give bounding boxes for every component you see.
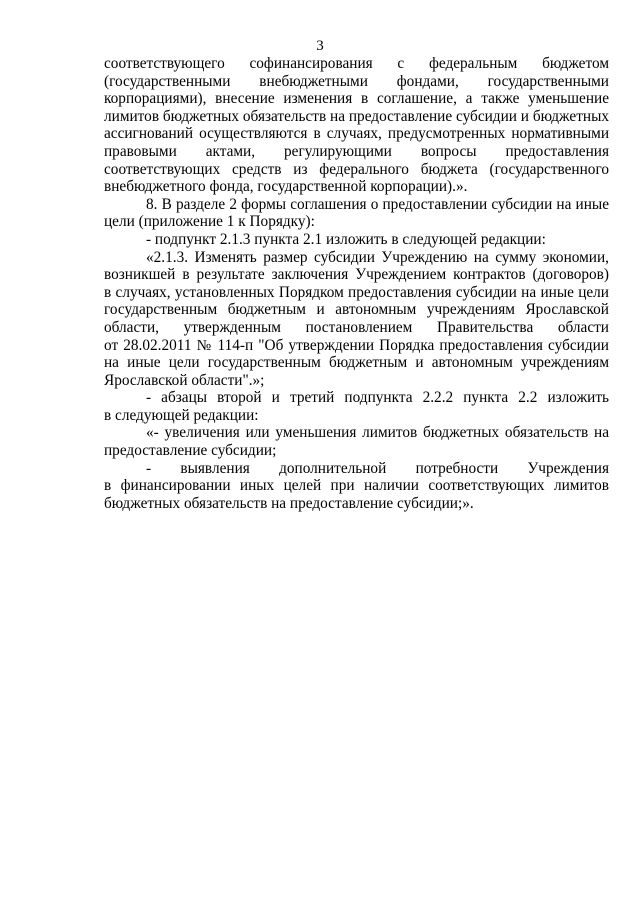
text-line: 8. В разделе 2 формы соглашения о предоставлении субсидии на иные — [146, 195, 609, 213]
text-line: от 28.02.2011 № 114-п "Об утверждении Порядка предоставления субсидии — [104, 336, 609, 354]
text-line: соответствующего софинансирования с федеральным бюджетом — [104, 55, 609, 72]
text-line: правовыми актами, регулирующими вопросы предоставления — [104, 142, 609, 160]
text-line: - выявления дополнительной потребности Учреждения — [146, 459, 609, 477]
text-line: в случаях, установленных Порядком предоставления субсидии на иные цели — [104, 283, 609, 301]
text-line: лимитов бюджетных обязательств на предоставление субсидии и бюджетных — [104, 107, 609, 125]
text-line: Ярославской области".»; — [104, 371, 265, 389]
text-line: соответствующих средств из федерального бюджета (государственного — [104, 160, 609, 178]
text-line: корпорациями), внесение изменения в соглашение, а также уменьшение — [104, 90, 609, 108]
text-line: предоставление субсидии; — [104, 442, 277, 460]
text-line: в следующей редакции: — [104, 406, 259, 424]
document-body — [104, 55, 609, 512]
text-line: на иные цели государственным бюджетным и автономным учреждениям — [104, 354, 609, 372]
text-line: ассигнований осуществляются в случаях, предусмотренных нормативными — [104, 125, 609, 143]
text-line: бюджетных обязательств на предоставление субсидии;». — [104, 494, 474, 512]
text-line: (государственными внебюджетными фондами, государственными — [104, 72, 609, 90]
text-line: - подпункт 2.1.3 пункта 2.1 изложить в следующей редакции: — [146, 230, 546, 248]
text-line: «- увеличения или уменьшения лимитов бюджетных обязательств на — [146, 424, 609, 442]
text-line: возникшей в результате заключения Учреждением контрактов (договоров) — [104, 266, 609, 284]
text-line: области, утвержденным постановлением Правительства области — [104, 318, 609, 336]
text-line: внебюджетного фонда, государственной корпорации).». — [104, 178, 468, 196]
page-number: 3 — [316, 38, 324, 54]
text-line: - абзацы второй и третий подпункта 2.2.2 пункта 2.2 изложить — [146, 389, 609, 407]
text-line: цели (приложение 1 к Порядку): — [104, 213, 315, 231]
text-line: государственным бюджетным и автономным учреждениям Ярославской — [104, 301, 609, 319]
text-line: в финансировании иных целей при наличии соответствующих лимитов — [104, 477, 609, 495]
text-line: «2.1.3. Изменять размер субсидии Учреждению на сумму экономии, — [146, 248, 609, 266]
